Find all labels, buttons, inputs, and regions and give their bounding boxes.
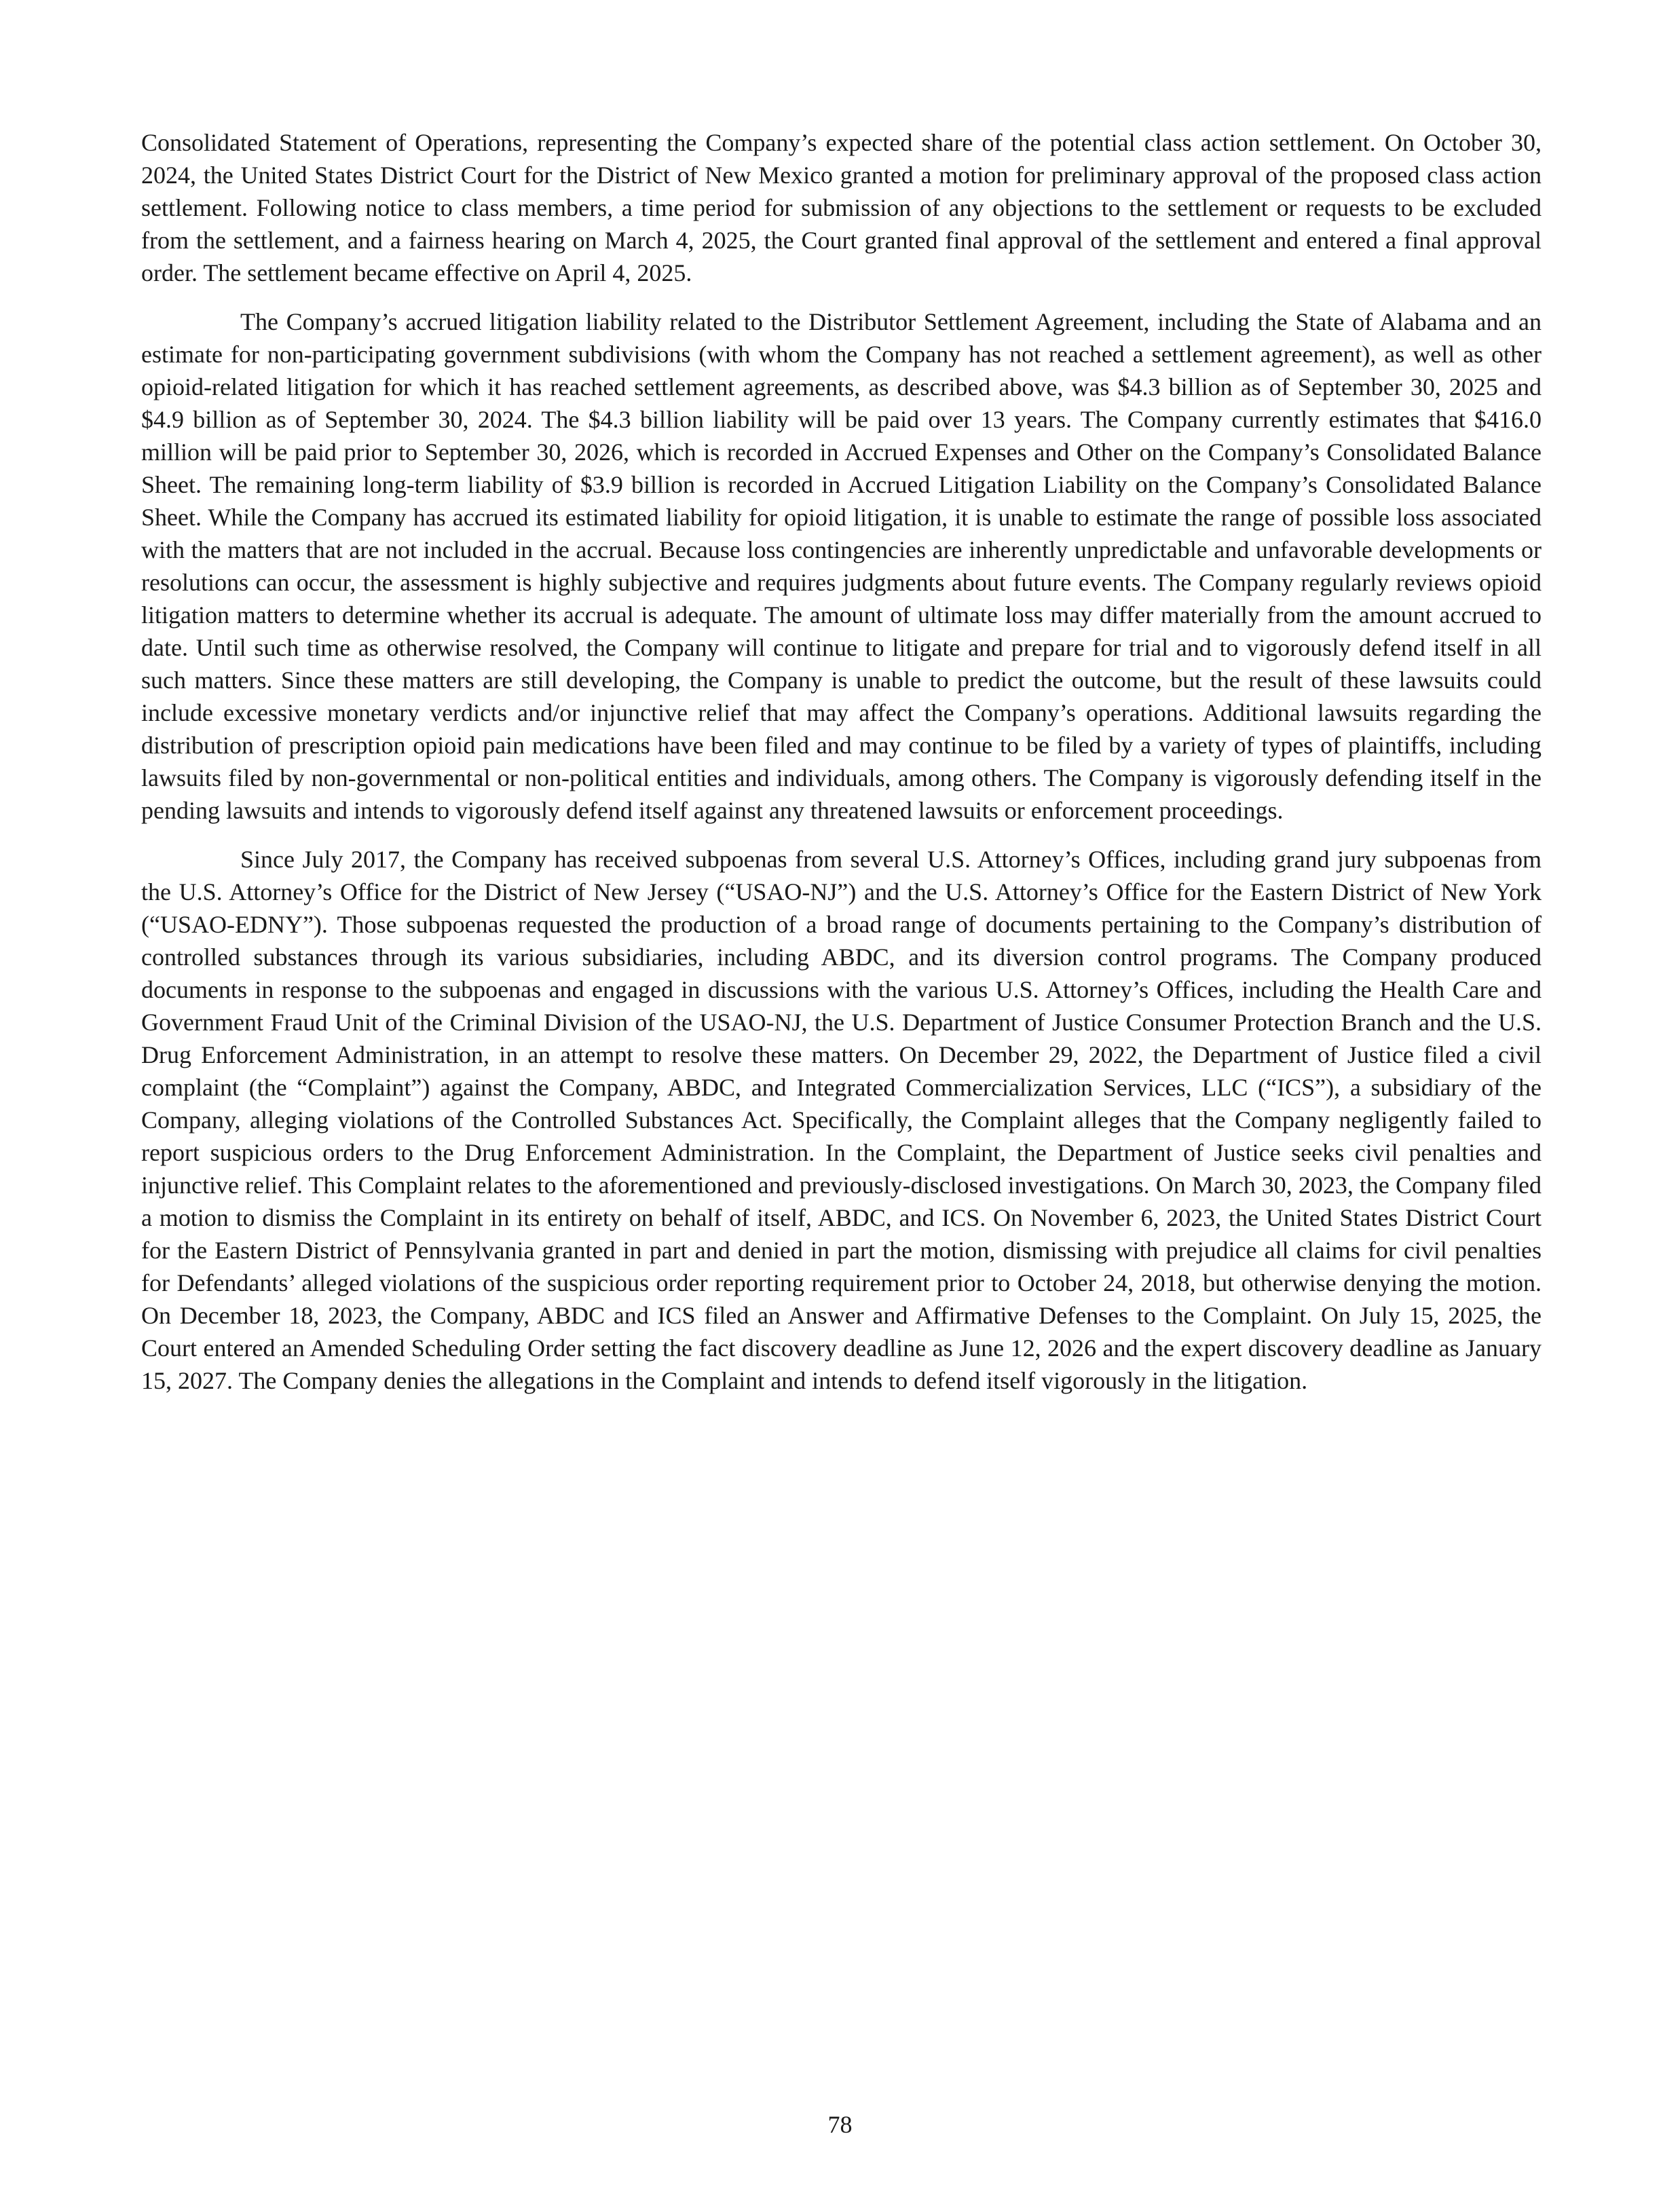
paragraph-subpoenas: Since July 2017, the Company has received subpoenas from several U.S. Attorney’s Offices, including grand jury subpoenas from the U.S. Attorney’s Office for the District of New Jersey (“USAO-NJ”) and the U.S. Attorney’s Office for the Eastern District of New York (“USAO-EDNY”). Those subpoenas requested the production of a broad range of documents pertaining to the Company’s distribution of controlled substances through its various subsidiaries, including ABDC, and its diversion control programs. The Company produced documents in response to the subpoenas and engaged in discussions with the various U.S. Attorney’s Offices, including the Health Care and Government Fraud Unit of the Criminal Division of the USAO-NJ, the U.S. Department of Justice Consumer Protection Branch and the U.S. Drug Enforcement Administration, in an attempt to resolve these matters. On December 29, 2022, the Department of Justice filed a civil complaint (the “Complaint”) against the Company, ABDC, and Integrated Commercialization Services, LLC (“ICS”), a subsidiary of the Company, alleging violations of the Controlled Substances Act. Specifically, the Complaint alleges that the Company negligently failed to report suspicious orders to the Drug Enforcement Administration. In the Complaint, the Department of Justice seeks civil penalties and injunctive relief. This Complaint relates to the aforementioned and previously-disclosed investigations. On March 30, 2023, the Company filed a motion to dismiss the Complaint in its entirety on behalf of itself, ABDC, and ICS. On November 6, 2023, the United States District Court for the Eastern District of Pennsylvania granted in part and denied in part the motion, dismissing with prejudice all claims for civil penalties for Defendants’ alleged violations of the suspicious order reporting requirement prior to October 24, 2018, but otherwise denying the motion. On December 18, 2023, the Company, ABDC and ICS filed an Answer and Affirmative Defenses to the Complaint. On July 15, 2025, the Court entered an Amended Scheduling Order setting the fact discovery deadline as June 12, 2026 and the expert discovery deadline as January 15, 2027. The Company denies the allegations in the Complaint and intends to defend itself vigorously in the litigation. [141, 846, 1542, 1394]
page-number: 78 [827, 2111, 853, 2138]
document-body [141, 126, 1542, 1413]
paragraph-settlement-continuation: Consolidated Statement of Operations, representing the Company’s expected share of the potential class action settlement. On October 30, 2024, the United States District Court for the District of New Mexico granted a motion for preliminary approval of the proposed class action settlement. Following notice to class members, a time period for submission of any objections to the settlement or requests to be excluded from the settlement, and a fairness hearing on March 4, 2025, the Court granted final approval of the settlement and entered a final approval order. The settlement became effective on April 4, 2025. [141, 129, 1542, 286]
paragraph-accrued-litigation-liability: The Company’s accrued litigation liability related to the Distributor Settlement Agreement, including the State of Alabama and an estimate for non-participating government subdivisions (with whom the Company has not reached a settlement agreement), as well as other opioid-related litigation for which it has reached settlement agreements, as described above, was $4.3 billion as of September 30, 2025 and $4.9 billion as of September 30, 2024. The $4.3 billion liability will be paid over 13 years. The Company currently estimates that $416.0 million will be paid prior to September 30, 2026, which is recorded in Accrued Expenses and Other on the Company’s Consolidated Balance Sheet. The remaining long-term liability of $3.9 billion is recorded in Accrued Litigation Liability on the Company’s Consolidated Balance Sheet. While the Company has accrued its estimated liability for opioid litigation, it is unable to estimate the range of possible loss associated with the matters that are not included in the accrual. Because loss contingencies are inherently unpredictable and unfavorable developments or resolutions can occur, the assessment is highly subjective and requires judgments about future events. The Company regularly reviews opioid litigation matters to determine whether its accrual is adequate. The amount of ultimate loss may differ materially from the amount accrued to date. Until such time as otherwise resolved, the Company will continue to litigate and prepare for trial and to vigorously defend itself in all such matters. Since these matters are still developing, the Company is unable to predict the outcome, but the result of these lawsuits could include excessive monetary verdicts and/or injunctive relief that may affect the Company’s operations. Additional lawsuits regarding the distribution of prescription opioid pain medications have been filed and may continue to be filed by a variety of types of plaintiffs, including lawsuits filed by non-governmental or non-political entities and individuals, among others. The Company is vigorously defending itself in the pending lawsuits and intends to vigorously defend itself against any threatened lawsuits or enforcement proceedings. [141, 308, 1542, 824]
